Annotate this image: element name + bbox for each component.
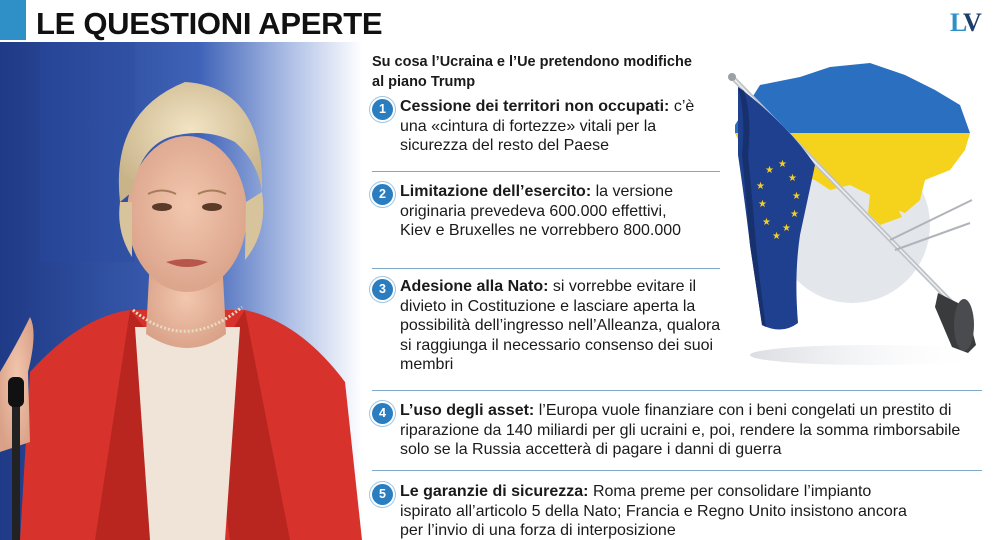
item-body — [400, 182, 702, 241]
svg-text:★: ★ — [782, 223, 791, 234]
svg-text:★: ★ — [790, 209, 799, 220]
svg-text:★: ★ — [772, 231, 781, 242]
number-badge: 2 — [372, 184, 393, 205]
number-badge: 3 — [372, 279, 393, 300]
item-label: Cessione dei territori non occupati: — [400, 98, 670, 115]
divider — [372, 268, 720, 269]
list-item — [372, 182, 702, 241]
list-item — [372, 401, 972, 460]
divider — [372, 470, 982, 471]
item-text: l’Europa vuole finanziare con i beni congelati un prestito di riparazione da 140 miliardi per gli ucraini e, poi, rendere la somma rimborsabile solo se la Russia accetterà di pagare i danni di guerra — [400, 402, 961, 458]
item-text: Roma preme per consolidare l’impianto ispirato all’articolo 5 della Nato; Francia e Regno Unito insistono ancora per l’invio di una forza di interposizione — [400, 483, 907, 539]
item-label: L’uso degli asset: — [400, 402, 535, 419]
divider — [372, 171, 720, 172]
item-label: Le garanzie di sicurezza: — [400, 483, 589, 500]
item-text: c’è una «cintura di fortezze» vitali per la sicurezza del resto del Paese — [400, 98, 695, 154]
item-body — [400, 277, 732, 375]
list-item — [372, 97, 702, 156]
svg-text:★: ★ — [778, 159, 787, 170]
svg-text:★: ★ — [756, 181, 765, 192]
item-label: Adesione alla Nato: — [400, 278, 549, 295]
list-item — [372, 482, 912, 540]
item-body — [400, 482, 912, 540]
svg-text:★: ★ — [758, 199, 767, 210]
page-title: LE QUESTIONI APERTE — [36, 6, 383, 41]
number-badge: 4 — [372, 403, 393, 424]
item-body — [400, 97, 702, 156]
svg-text:★: ★ — [765, 165, 774, 176]
item-body — [400, 401, 972, 460]
number-badge: 1 — [372, 99, 393, 120]
header-accent-bar — [0, 0, 26, 40]
svg-text:★: ★ — [762, 217, 771, 228]
number-badge: 5 — [372, 484, 393, 505]
list-item — [372, 277, 732, 375]
ukraine-eu-flag-illustration — [720, 55, 982, 375]
subtitle: Su cosa l’Ucraina e l’Ue pretendono modifiche al piano Trump — [372, 54, 692, 90]
politician-photo — [0, 42, 362, 540]
svg-text:★: ★ — [792, 191, 801, 202]
publication-logo: LV — [950, 8, 980, 37]
svg-text:★: ★ — [788, 173, 797, 184]
item-text: la versione originaria prevedeva 600.000 effettivi, Kiev e Bruxelles ne vorrebbero 800.000 — [400, 183, 682, 239]
item-label: Limitazione dell’esercito: — [400, 183, 592, 200]
divider — [372, 390, 982, 391]
item-text: si vorrebbe evitare il divieto in Costituzione e lasciare aperta la possibilità dell’ingresso nell’Alleanza, qualora si raggiunga il necessario consenso dei suoi membri — [400, 278, 721, 373]
